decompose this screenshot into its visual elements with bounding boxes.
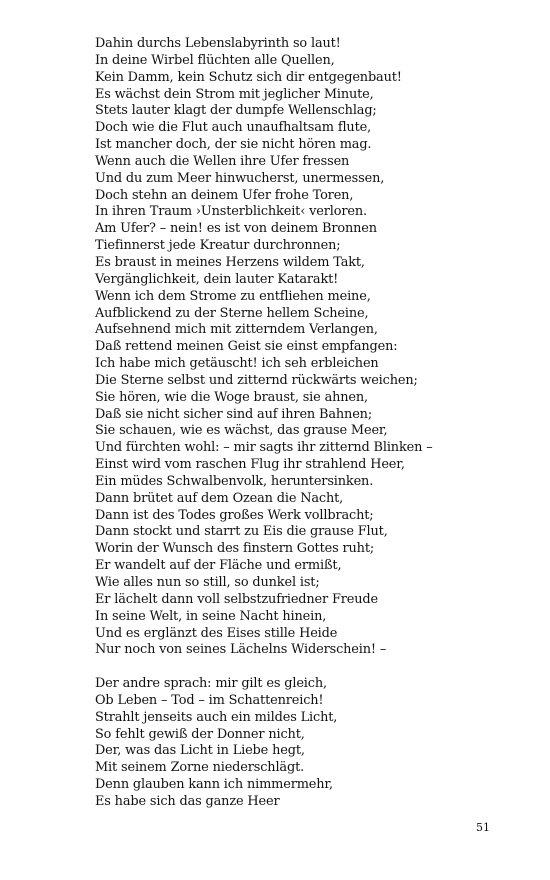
poem-line: Dahin durchs Lebenslabyrinth so laut! xyxy=(95,36,341,51)
poem-line: Denn glauben kann ich nimmermehr, xyxy=(95,777,333,793)
poem-line: Und es erglänzt des Eises stille Heide xyxy=(95,625,338,641)
poem-line: Aufsehnend mich mit zitterndem Verlangen, xyxy=(95,322,378,338)
stanza xyxy=(95,676,515,811)
poem-line: Sie schauen, wie es wächst, das grause Meer, xyxy=(95,423,388,439)
poem-line: Tiefinnerst jede Kreatur durchronnen; xyxy=(95,238,341,254)
page-number: 51 xyxy=(476,821,490,834)
poem-line: Doch wie die Flut auch unaufhaltsam flute, xyxy=(95,120,372,136)
poem-line: Strahlt jenseits auch ein mildes Licht, xyxy=(95,709,338,725)
poem-line: Worin der Wunsch des finstern Gottes ruht; xyxy=(95,541,375,557)
poem-line: Wie alles nun so still, so dunkel ist; xyxy=(95,575,320,590)
poem-line: Einst wird vom raschen Flug ihr strahlend Heer, xyxy=(95,457,405,473)
stanza xyxy=(95,36,515,659)
poem-line: Aufblickend zu der Sterne hellem Scheine, xyxy=(95,305,369,321)
poem-line: Daß rettend meinen Geist sie einst empfangen: xyxy=(95,339,398,355)
poem-line: Es braust in meines Herzens wildem Takt, xyxy=(95,254,365,270)
poem-text xyxy=(95,36,515,811)
poem-line: Doch stehn an deinem Ufer frohe Toren, xyxy=(95,187,354,203)
poem-line: Er wandelt auf der Fläche und ermißt, xyxy=(95,558,342,574)
poem-line: Und fürchten wohl: – mir sagts ihr zitternd Blinken – xyxy=(95,440,433,456)
poem-line: In ihren Traum ›Unsterblichkeit‹ verloren. xyxy=(95,204,367,220)
poem-line: Die Sterne selbst und zitternd rückwärts weichen; xyxy=(95,372,418,388)
poem-line: Wenn auch die Wellen ihre Ufer fressen xyxy=(95,153,350,169)
poem-line: So fehlt gewiß der Donner nicht, xyxy=(95,726,305,742)
poem-line: Ob Leben – Tod – im Schattenreich! xyxy=(95,692,324,708)
poem-line: Am Ufer? – nein! es ist von deinem Bronnen xyxy=(95,221,377,237)
poem-line: Stets lauter klagt der dumpfe Wellenschlag; xyxy=(95,103,377,119)
poem-line: Nur noch von seines Lächelns Widerschein! – xyxy=(95,642,387,658)
poem-line: Ein müdes Schwalbenvolk, heruntersinken. xyxy=(95,473,374,489)
poem-line: Es wächst dein Strom mit jeglicher Minute, xyxy=(95,86,374,102)
poem-line: Der, was das Licht in Liebe hegt, xyxy=(95,743,305,759)
poem-line: Ich habe mich getäuscht! ich seh erbleichen xyxy=(95,356,379,372)
poem-line: Und du zum Meer hinwucherst, unermessen, xyxy=(95,170,385,186)
poem-line: In seine Welt, in seine Nacht hinein, xyxy=(95,608,327,624)
poem-line: Dann brütet auf dem Ozean die Nacht, xyxy=(95,490,344,506)
poem-line: Es habe sich das ganze Heer xyxy=(95,793,280,809)
poem-line: Sie hören, wie die Woge braust, sie ahnen, xyxy=(95,389,369,405)
poem-line: Er lächelt dann voll selbstzufriedner Freude xyxy=(95,591,379,607)
poem-line: Vergänglichkeit, dein lauter Katarakt! xyxy=(95,271,339,287)
poem-line: Dann ist des Todes großes Werk vollbracht; xyxy=(95,507,374,523)
poem-line: Dann stockt und starrt zu Eis die grause Flut, xyxy=(95,524,388,540)
poem-line: Daß sie nicht sicher sind auf ihren Bahnen; xyxy=(95,406,373,422)
poem-line: In deine Wirbel flüchten alle Quellen, xyxy=(95,52,335,68)
poem-line: Mit seinem Zorne niederschlägt. xyxy=(95,760,305,776)
poem-line: Ist mancher doch, der sie nicht hören mag. xyxy=(95,137,372,153)
poem-line: Wenn ich dem Strome zu entfliehen meine, xyxy=(95,288,371,304)
poem-line: Kein Damm, kein Schutz sich dir entgegenbaut! xyxy=(95,69,402,85)
poem-line: Der andre sprach: mir gilt es gleich, xyxy=(95,676,327,692)
